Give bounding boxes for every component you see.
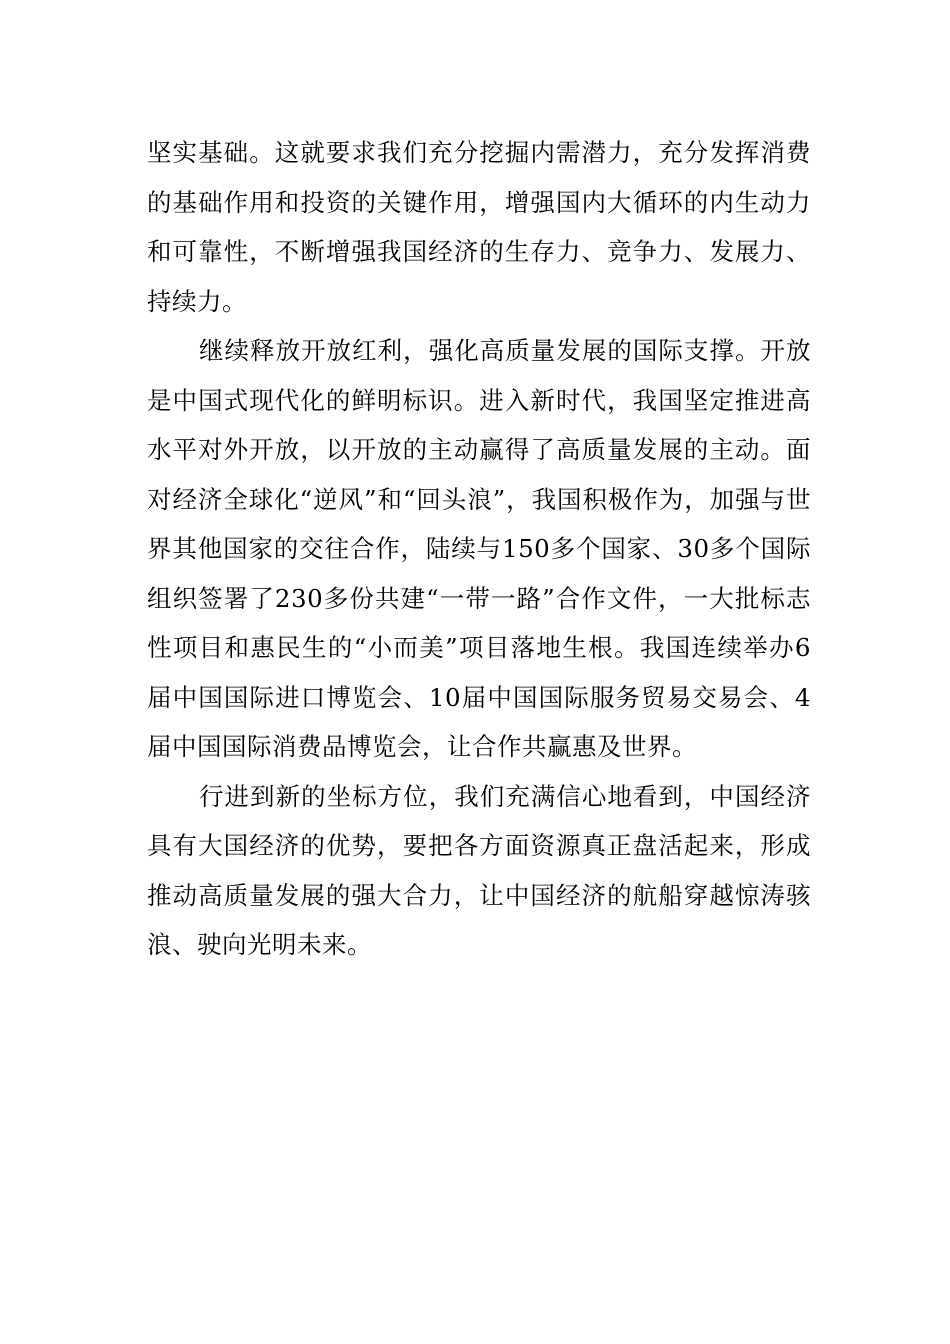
document-body — [147, 128, 811, 970]
paragraph-opening-up: 继续释放开放红利，强化高质量发展的国际支撑。开放是中国式现代化的鲜明标识。进入新时代，我国坚定推进高水平对外开放，以开放的主动赢得了高质量发展的主动。面对经济全球化“逆风”和“回头浪”，我国积极作为，加强与世界其他国家的交往合作，陆续与150多个国家、30多个国际组织签署了230多份共建“一带一路”合作文件，一大批标志性项目和惠民生的“小而美”项目落地生根。我国连续举办6届中国国际进口博览会、10届中国国际服务贸易交易会、4届中国国际消费品博览会，让合作共赢惠及世界。 — [147, 336, 811, 761]
paragraph-continuation: 坚实基础。这就要求我们充分挖掘内需潜力，充分发挥消费的基础作用和投资的关键作用，增强国内大循环的内生动力和可靠性，不断增强我国经济的生存力、竞争力、发展力、持续力。 — [147, 138, 811, 316]
paragraph-conclusion: 行进到新的坐标方位，我们充满信心地看到，中国经济具有大国经济的优势，要把各方面资源真正盘活起来，形成推动高质量发展的强大合力，让中国经济的航船穿越惊涛骇浪、驶向光明未来。 — [147, 781, 811, 959]
